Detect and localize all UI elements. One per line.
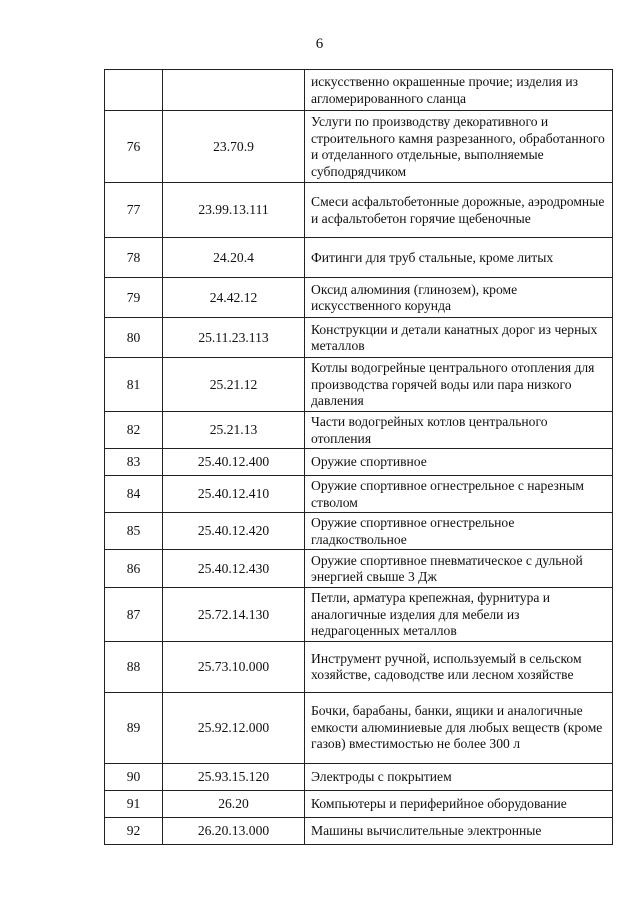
table-row — [105, 588, 613, 642]
table-row — [105, 278, 613, 318]
row-number: 89 — [105, 692, 163, 763]
okpd-code — [163, 70, 305, 111]
table-row — [105, 111, 613, 183]
okpd-code: 25.92.12.000 — [163, 692, 305, 763]
okpd-code: 26.20 — [163, 790, 305, 817]
item-description: Компьютеры и периферийное оборудование — [305, 790, 613, 817]
row-number: 86 — [105, 550, 163, 588]
item-description: Оружие спортивное огнестрельное с нарезным стволом — [305, 476, 613, 513]
item-description: Оружие спортивное огнестрельное гладкоствольное — [305, 513, 613, 550]
okpd-code: 25.21.12 — [163, 358, 305, 412]
okpd-code: 25.72.14.130 — [163, 588, 305, 642]
row-number: 78 — [105, 238, 163, 278]
item-description: Оружие спортивное — [305, 449, 613, 476]
okpd-code: 25.73.10.000 — [163, 641, 305, 692]
table-row — [105, 550, 613, 588]
row-number — [105, 70, 163, 111]
table-row — [105, 358, 613, 412]
okpd-code: 25.93.15.120 — [163, 763, 305, 790]
item-description: Смеси асфальтобетонные дорожные, аэродромные и асфальтобетон горячие щебеночные — [305, 183, 613, 238]
row-number: 83 — [105, 449, 163, 476]
item-description: Электроды с покрытием — [305, 763, 613, 790]
table-row — [105, 641, 613, 692]
row-number: 87 — [105, 588, 163, 642]
table-row — [105, 790, 613, 817]
row-number: 79 — [105, 278, 163, 318]
row-number: 81 — [105, 358, 163, 412]
row-number: 90 — [105, 763, 163, 790]
row-number: 82 — [105, 412, 163, 449]
page-number: 6 — [315, 36, 324, 52]
item-description: искусственно окрашенные прочие; изделия из агломерированного сланца — [305, 70, 613, 111]
item-description: Машины вычислительные электронные — [305, 817, 613, 844]
table-row — [105, 318, 613, 358]
okpd-code: 23.70.9 — [163, 111, 305, 183]
row-number: 76 — [105, 111, 163, 183]
table-row — [105, 513, 613, 550]
item-description: Котлы водогрейные центрального отопления для производства горячей воды или пара низкого давления — [305, 358, 613, 412]
okpd-code: 26.20.13.000 — [163, 817, 305, 844]
table-row — [105, 70, 613, 111]
item-description: Оксид алюминия (глинозем), кроме искусственного корунда — [305, 278, 613, 318]
okpd-code: 23.99.13.111 — [163, 183, 305, 238]
goods-table — [104, 69, 613, 845]
table-row — [105, 692, 613, 763]
item-description: Части водогрейных котлов центрального отопления — [305, 412, 613, 449]
okpd-code: 25.40.12.400 — [163, 449, 305, 476]
row-number: 92 — [105, 817, 163, 844]
table-row — [105, 183, 613, 238]
okpd-code: 25.40.12.420 — [163, 513, 305, 550]
row-number: 91 — [105, 790, 163, 817]
item-description: Петли, арматура крепежная, фурнитура и аналогичные изделия для мебели из недрагоценных металлов — [305, 588, 613, 642]
row-number: 88 — [105, 641, 163, 692]
okpd-code: 24.42.12 — [163, 278, 305, 318]
table-row — [105, 412, 613, 449]
table-row — [105, 763, 613, 790]
okpd-code: 25.40.12.430 — [163, 550, 305, 588]
table-row — [105, 238, 613, 278]
row-number: 77 — [105, 183, 163, 238]
okpd-code: 24.20.4 — [163, 238, 305, 278]
item-description: Фитинги для труб стальные, кроме литых — [305, 238, 613, 278]
row-number: 80 — [105, 318, 163, 358]
okpd-code: 25.21.13 — [163, 412, 305, 449]
table-row — [105, 476, 613, 513]
okpd-code: 25.40.12.410 — [163, 476, 305, 513]
row-number: 84 — [105, 476, 163, 513]
okpd-code: 25.11.23.113 — [163, 318, 305, 358]
item-description: Оружие спортивное пневматическое с дульной энергией свыше 3 Дж — [305, 550, 613, 588]
item-description: Конструкции и детали канатных дорог из черных металлов — [305, 318, 613, 358]
item-description: Услуги по производству декоративного и строительного камня разрезанного, обработанного и отделанного отдельные, выполняемые субподрядчиком — [305, 111, 613, 183]
row-number: 85 — [105, 513, 163, 550]
item-description: Инструмент ручной, используемый в сельском хозяйстве, садоводстве или лесном хозяйстве — [305, 641, 613, 692]
table-row — [105, 817, 613, 844]
item-description: Бочки, барабаны, банки, ящики и аналогичные емкости алюминиевые для любых веществ (кроме газов) вместимостью не более 300 л — [305, 692, 613, 763]
table-row — [105, 449, 613, 476]
